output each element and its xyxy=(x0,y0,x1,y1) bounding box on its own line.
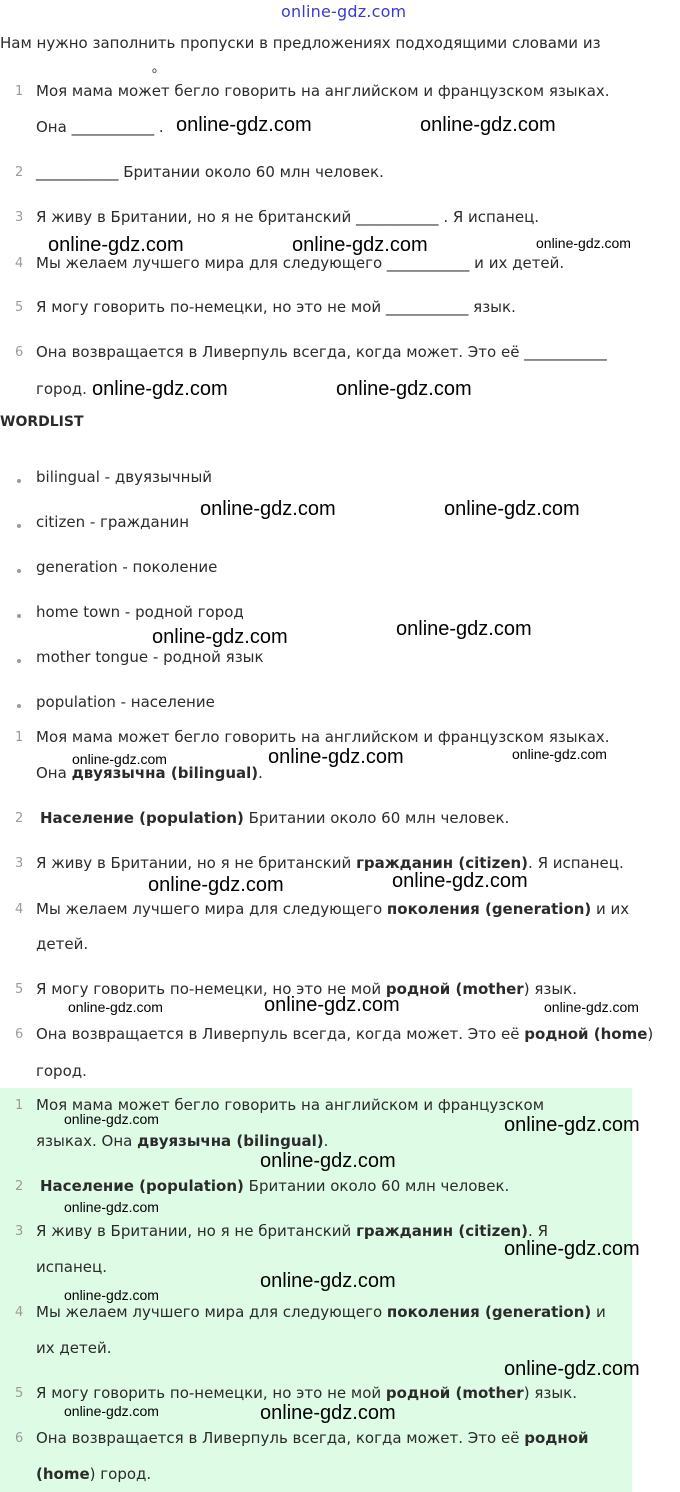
green-answer-4-line-1: Мы желаем лучшего мира для следующего поколения (generation) и xyxy=(36,1303,606,1321)
watermark: online-gdz.com xyxy=(336,378,472,400)
watermark: online-gdz.com xyxy=(536,235,631,251)
item-number: 6 xyxy=(15,345,24,360)
answer-3: Я живу в Британии, но я не британский гражданин (citizen). Я испанец. xyxy=(36,854,624,872)
exercise-4-line-1: Мы желаем лучшего мира для следующего ___________ и их детей. xyxy=(36,254,565,272)
item-number: 3 xyxy=(15,1224,24,1239)
item-number: 6 xyxy=(15,1027,24,1042)
bullet-icon xyxy=(17,704,21,708)
item-number: 5 xyxy=(15,982,24,997)
exercise-2-line-1: ___________ Британии около 60 млн человек. xyxy=(36,163,384,181)
green-answer-1-line-1: Моя мама может бегло говорить на английском и французском xyxy=(36,1096,545,1114)
item-number: 1 xyxy=(15,730,24,745)
item-number: 2 xyxy=(15,1179,24,1194)
green-answer-3-line-2: испанец. xyxy=(36,1258,108,1276)
watermark: online-gdz.com xyxy=(68,999,163,1015)
exercise-1-line-1: Моя мама может бегло говорить на английском и французском языках. xyxy=(36,82,610,100)
watermark: online-gdz.com xyxy=(64,1199,159,1215)
watermark: online-gdz.com xyxy=(48,234,184,256)
wordlist-item: generation - поколение xyxy=(36,558,218,576)
item-number: 5 xyxy=(15,1386,24,1401)
watermark: online-gdz.com xyxy=(268,746,404,768)
bullet-icon xyxy=(17,479,21,483)
wordlist-item: population - население xyxy=(36,693,215,711)
item-number: 3 xyxy=(15,210,24,225)
watermark: online-gdz.com xyxy=(152,626,288,648)
item-number: 1 xyxy=(15,1098,24,1113)
header-site-watermark: online-gdz.com xyxy=(281,2,407,21)
bullet-icon xyxy=(17,569,21,573)
watermark: online-gdz.com xyxy=(544,999,639,1015)
watermark: online-gdz.com xyxy=(264,994,400,1016)
answer-1-line-2: Она двуязычна (bilingual). xyxy=(36,764,263,782)
bullet-icon xyxy=(17,614,21,618)
watermark: online-gdz.com xyxy=(200,498,336,520)
green-answer-1-line-2: языках. Она двуязычна (bilingual). xyxy=(36,1132,329,1150)
exercise-3-line-1: Я живу в Британии, но я не британский ___________ . Я испанец. xyxy=(36,208,540,226)
watermark: online-gdz.com xyxy=(396,618,532,640)
watermark: online-gdz.com xyxy=(504,1114,640,1136)
watermark: online-gdz.com xyxy=(72,751,167,767)
bullet-icon xyxy=(17,659,21,663)
item-number: 2 xyxy=(15,165,24,180)
watermark: online-gdz.com xyxy=(64,1111,159,1127)
answer-6-line-1: Она возвращается в Ливерпуль всегда, когда может. Это её родной (home) xyxy=(36,1025,654,1043)
answer-2: Население (population) Британии около 60 млн человек. xyxy=(40,809,510,827)
watermark: online-gdz.com xyxy=(260,1150,396,1172)
watermark: online-gdz.com xyxy=(504,1238,640,1260)
exercise-5-line-1: Я могу говорить по-немецки, но это не мой ___________ язык. xyxy=(36,298,516,316)
item-number: 4 xyxy=(15,256,24,271)
watermark: online-gdz.com xyxy=(148,874,284,896)
watermark: online-gdz.com xyxy=(64,1403,159,1419)
answer-6-line-2: город. xyxy=(36,1062,87,1080)
item-number: 3 xyxy=(15,856,24,871)
item-number: 6 xyxy=(15,1431,24,1446)
wordlist-item: mother tongue - родной язык xyxy=(36,648,264,666)
watermark: online-gdz.com xyxy=(420,114,556,136)
watermark: online-gdz.com xyxy=(92,378,228,400)
exercise-1-line-2: Она ___________ . xyxy=(36,118,164,136)
watermark: online-gdz.com xyxy=(260,1270,396,1292)
watermark: online-gdz.com xyxy=(392,870,528,892)
watermark: online-gdz.com xyxy=(292,234,428,256)
answer-5: Я могу говорить по-немецки, но это не мой родной (mother) язык. xyxy=(36,980,577,998)
green-answer-4-line-2: их детей. xyxy=(36,1339,112,1357)
wordlist-item: citizen - гражданин xyxy=(36,513,190,531)
watermark: online-gdz.com xyxy=(444,498,580,520)
answer-4-line-1: Мы желаем лучшего мира для следующего поколения (generation) и их xyxy=(36,900,630,918)
green-answer-6-line-1: Она возвращается в Ливерпуль всегда, когда может. Это её родной xyxy=(36,1429,589,1447)
exercise-6-line-2: город. xyxy=(36,380,87,398)
intro-text: Нам нужно заполнить пропуски в предложениях подходящими словами из xyxy=(0,34,601,52)
green-answer-3-line-1: Я живу в Британии, но я не британский гражданин (citizen). Я xyxy=(36,1222,548,1240)
green-answer-5: Я могу говорить по-немецки, но это не мой родной (mother) язык. xyxy=(36,1384,577,1402)
watermark: online-gdz.com xyxy=(260,1402,396,1424)
exercise-6-line-1: Она возвращается в Ливерпуль всегда, когда может. Это её ___________ xyxy=(36,343,607,361)
watermark: online-gdz.com xyxy=(512,746,607,762)
item-number: 4 xyxy=(15,902,24,917)
item-number: 5 xyxy=(15,300,24,315)
bullet-icon xyxy=(17,524,21,528)
watermark: online-gdz.com xyxy=(504,1358,640,1380)
item-number: 2 xyxy=(15,811,24,826)
green-answer-6-line-2: (home) город. xyxy=(36,1465,152,1483)
green-answer-2: Население (population) Британии около 60 млн человек. xyxy=(40,1177,510,1195)
item-number: 1 xyxy=(15,84,24,99)
wordlist-title: WORDLIST xyxy=(0,414,84,430)
answer-1-line-1: Моя мама может бегло говорить на английском и французском языках. xyxy=(36,728,610,746)
item-number: 4 xyxy=(15,1305,24,1320)
watermark: online-gdz.com xyxy=(64,1287,159,1303)
wordlist-item: bilingual - двуязычный xyxy=(36,468,213,486)
watermark: online-gdz.com xyxy=(176,114,312,136)
intro-cutoff-glyph: о xyxy=(152,66,157,75)
wordlist-item: home town - родной город xyxy=(36,603,244,621)
answer-4-line-2: детей. xyxy=(36,935,89,953)
